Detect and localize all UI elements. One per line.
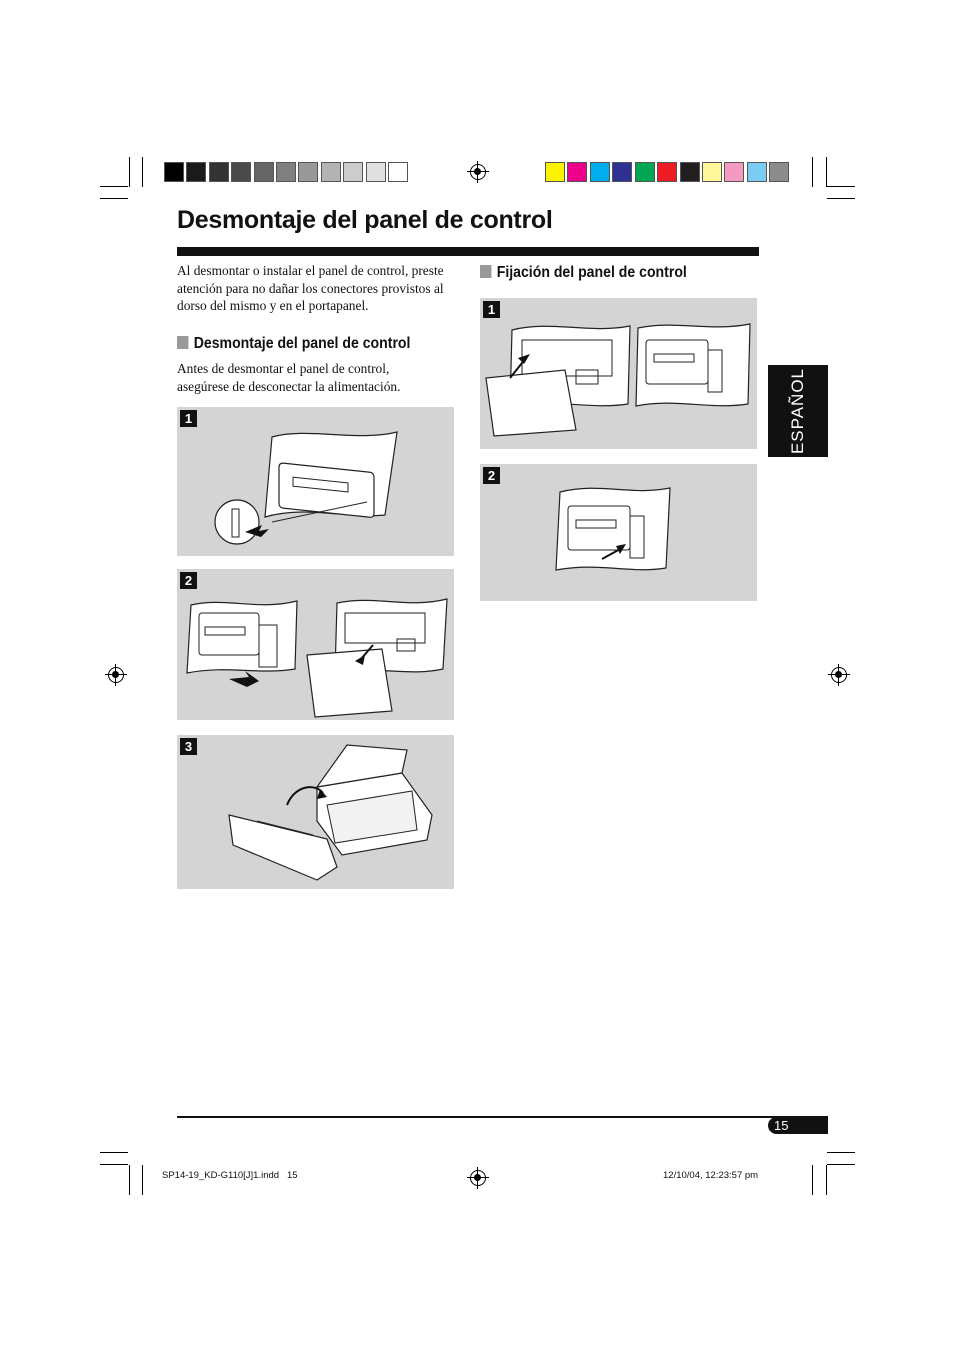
crop-mark <box>100 1152 128 1153</box>
color-swatch <box>680 162 700 182</box>
gray-swatch <box>231 162 251 182</box>
hard-case-illustration <box>177 735 454 889</box>
color-swatch <box>612 162 632 182</box>
panel-press-illustration <box>480 464 757 601</box>
page-title: Desmontaje del panel de control <box>177 206 553 234</box>
crop-mark <box>826 1165 827 1195</box>
crop-mark <box>129 157 130 187</box>
gray-swatch <box>366 162 386 182</box>
gray-swatch <box>254 162 274 182</box>
step-number: 1 <box>483 301 500 318</box>
color-swatch <box>567 162 587 182</box>
crop-mark <box>812 1165 813 1195</box>
gray-swatch <box>321 162 341 182</box>
color-swatch <box>747 162 767 182</box>
gray-swatch <box>298 162 318 182</box>
section-paragraph: Antes de desmontar el panel de control, asegúrese de desconectar la alimentación. <box>177 361 401 394</box>
registration-mark-icon <box>108 667 124 683</box>
step-number: 3 <box>180 738 197 755</box>
crop-mark <box>129 1165 130 1195</box>
language-tab <box>768 365 828 457</box>
title-rule <box>177 247 759 256</box>
color-swatch <box>635 162 655 182</box>
figure-panel-attach-step-1 <box>480 298 757 449</box>
page-number: 15 <box>774 1118 789 1133</box>
panel-attach-illustration <box>480 298 757 449</box>
gray-swatch <box>388 162 408 182</box>
color-swatch <box>702 162 722 182</box>
gray-swatch <box>186 162 206 182</box>
bottom-rule <box>177 1116 828 1118</box>
step-number: 2 <box>483 467 500 484</box>
section-heading-fijacion <box>480 264 687 282</box>
footer-file-info: SP14-19_KD-G110[J]1.indd 15 <box>162 1170 298 1181</box>
gray-swatch <box>209 162 229 182</box>
crop-mark <box>142 157 143 187</box>
crop-mark <box>100 186 128 187</box>
step-number: 2 <box>180 572 197 589</box>
crop-mark <box>812 157 813 187</box>
crop-mark <box>827 198 855 199</box>
crop-mark <box>142 1165 143 1195</box>
figure-panel-remove-step-2 <box>177 569 454 720</box>
section-heading-label: Desmontaje del panel de control <box>193 335 411 352</box>
crop-mark <box>827 1164 855 1165</box>
color-swatch <box>769 162 789 182</box>
color-swatch <box>724 162 744 182</box>
intro-paragraph: Al desmontar o instalar el panel de control, preste atención para no dañar los conectores provistos al dorso del mismo y en el portapanel. <box>177 263 444 313</box>
color-swatch <box>545 162 565 182</box>
registration-mark-icon <box>831 667 847 683</box>
footer-timestamp: 12/10/04, 12:23:57 pm <box>663 1170 759 1181</box>
section-heading-desmontaje <box>177 335 410 353</box>
unit-release-button-illustration <box>177 407 454 556</box>
figure-panel-remove-step-3 <box>177 735 454 889</box>
step-number: 1 <box>180 410 197 427</box>
color-swatch <box>590 162 610 182</box>
gray-swatch <box>276 162 296 182</box>
panel-detach-illustration <box>177 569 454 720</box>
gray-swatch <box>343 162 363 182</box>
section-heading-label: Fijación del panel de control <box>496 264 687 281</box>
gray-swatch <box>164 162 184 182</box>
figure-panel-attach-step-2 <box>480 464 757 601</box>
heading-square-icon <box>480 265 491 278</box>
language-tab-label: ESPAÑOL <box>788 367 807 455</box>
registration-mark-icon <box>470 1170 486 1186</box>
figure-panel-remove-step-1 <box>177 407 454 556</box>
color-swatch <box>657 162 677 182</box>
crop-mark <box>827 1152 855 1153</box>
crop-mark <box>827 186 855 187</box>
crop-mark <box>100 198 128 199</box>
registration-mark-icon <box>470 164 486 180</box>
crop-mark <box>826 157 827 187</box>
heading-square-icon <box>177 336 188 349</box>
crop-mark <box>100 1164 128 1165</box>
